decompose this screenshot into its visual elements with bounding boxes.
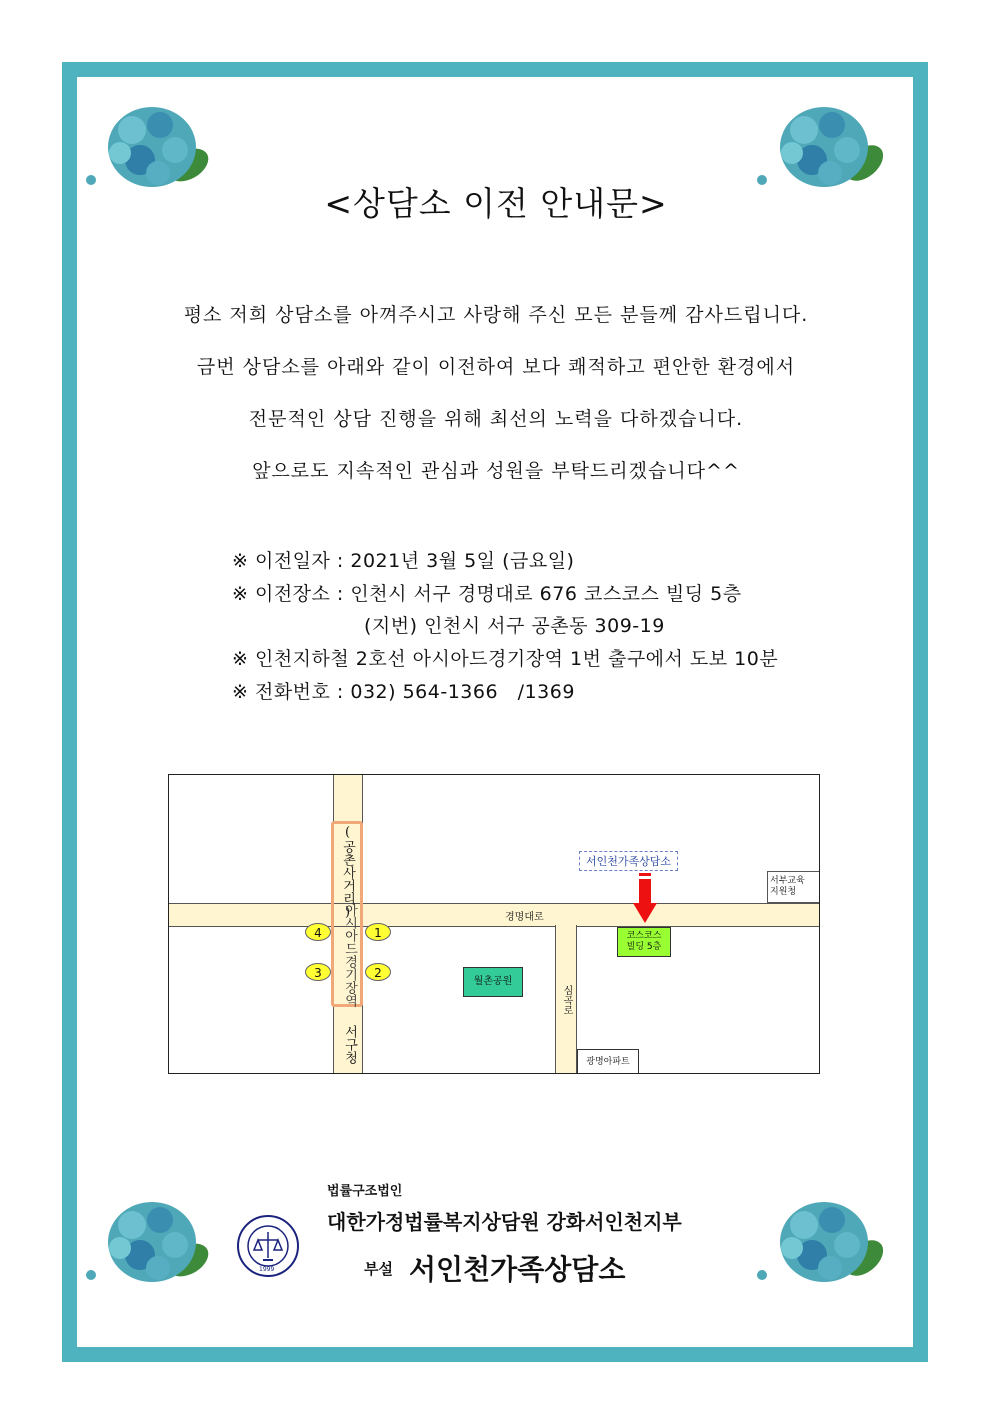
main-road bbox=[168, 903, 820, 927]
station-exit-2: 2 bbox=[365, 963, 391, 981]
organization-seal-year: 1999 bbox=[259, 1266, 275, 1273]
move-location: ※ 이전장소 : 인천시 서구 경명대로 676 코스코스 빌딩 5층 bbox=[232, 583, 742, 605]
station-label: 아시아드경기장역 bbox=[342, 903, 357, 1007]
education-office-line-2: 지원청 bbox=[770, 887, 797, 897]
hydrangea-decoration-bottom-right bbox=[752, 1190, 892, 1300]
road-patch bbox=[556, 915, 576, 929]
subway-directions: ※ 인천지하철 2호선 아시아드경기장역 1번 출구에서 도보 10분 bbox=[232, 648, 779, 670]
cosmos-building bbox=[617, 927, 671, 957]
move-date: ※ 이전일자 : 2021년 3월 5일 (금요일) bbox=[232, 550, 575, 572]
park: 월촌공원 bbox=[463, 967, 523, 997]
building-floor: 빌딩 5층 bbox=[626, 942, 662, 952]
greeting-paragraph-2: 금번 상담소를 아래와 같이 이전하여 보다 쾌적하고 편안한 환경에서 bbox=[196, 356, 796, 378]
station-exit-1: 1 bbox=[365, 923, 391, 941]
corp-type: 법률구조법인 bbox=[327, 1184, 403, 1199]
education-office-line-1: 서부교육 bbox=[770, 876, 805, 886]
education-office bbox=[767, 871, 820, 903]
station-exit-4: 4 bbox=[305, 923, 331, 941]
page-border bbox=[62, 62, 928, 1362]
greeting-paragraph-3: 전문적인 상담 진행을 위해 최선의 노력을 다하겠습니다. bbox=[248, 408, 744, 430]
hydrangea-decoration-bottom-left bbox=[80, 1190, 220, 1300]
target-office-label: 서인천가족상담소 bbox=[579, 851, 678, 871]
lot-address: (지번) 인천시 서구 공촌동 309-19 bbox=[364, 615, 665, 637]
phone-number: ※ 전화번호 : 032) 564-1366 /1369 bbox=[232, 681, 575, 703]
affiliate-prefix: 부설 bbox=[364, 1260, 393, 1278]
center-name: 서인천가족상담소 bbox=[409, 1253, 626, 1286]
main-road-label: 경명대로 bbox=[505, 912, 544, 923]
intersection-label: (공촌사거리) bbox=[340, 825, 355, 920]
organization-name: 대한가정법률복지상담원 강화서인천지부 bbox=[327, 1210, 682, 1234]
greeting-paragraph-4: 앞으로도 지속적인 관심과 성원을 부탁드리겠습니다^^ bbox=[252, 460, 740, 482]
district-office-label: 서구청 bbox=[342, 1025, 357, 1064]
station-exit-3: 3 bbox=[305, 963, 331, 981]
greeting-paragraph-1: 평소 저희 상담소를 아껴주시고 사랑해 주신 모든 분들께 감사드립니다. bbox=[183, 304, 809, 326]
location-arrow-icon bbox=[633, 873, 657, 925]
apartment: 광명아파트 bbox=[577, 1049, 639, 1074]
location-map bbox=[168, 774, 820, 1074]
side-road-label: 심곡로 bbox=[561, 985, 572, 1015]
building-name: 코스코스 bbox=[626, 931, 662, 941]
page-title: <상담소 이전 안내문> bbox=[324, 184, 668, 223]
